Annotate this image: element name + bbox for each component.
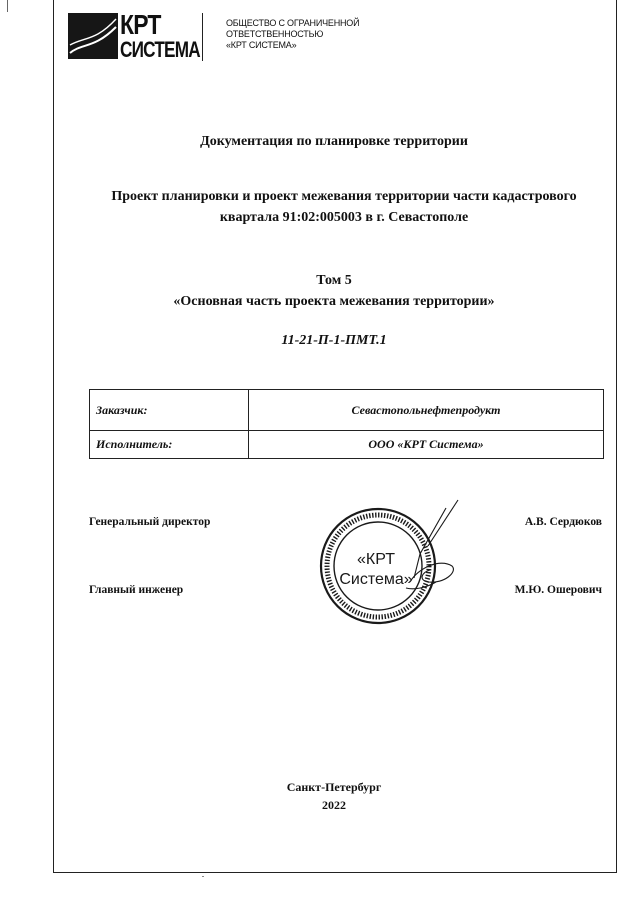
company-stamp <box>318 498 468 628</box>
table-row <box>90 390 604 431</box>
document-code: 11-21-П-1-ПМТ.1 <box>281 333 387 348</box>
stamp-line2: Система» <box>339 571 413 588</box>
project-title-line: Проект планировки и проект межевания территории части кадастрового <box>111 189 577 204</box>
company-line: ОТВЕТСТВЕННОСТЬЮ <box>226 29 324 39</box>
contractor-name: ООО «КРТ Система» <box>249 431 604 459</box>
logo-text-krt: КРТ <box>120 9 161 40</box>
engineer-title: Главный инженер <box>89 584 184 596</box>
document-type: Документация по планировке территории <box>200 134 468 149</box>
header-divider <box>202 13 203 61</box>
company-line: «КРТ СИСТЕМА» <box>226 40 297 50</box>
volume-title: «Основная часть проекта межевания территории» <box>173 294 495 309</box>
volume-block <box>53 270 615 312</box>
engineer-name: М.Ю. Ошерович <box>514 584 602 596</box>
company-name <box>226 18 359 51</box>
logo-text-sistema: СИСТЕМА <box>120 37 200 62</box>
year: 2022 <box>322 798 346 812</box>
stamp-line1: «КРТ <box>357 551 395 568</box>
company-line: ОБЩЕСТВО С ОГРАНИЧЕННОЙ <box>226 18 360 28</box>
company-logo <box>68 9 200 62</box>
city-year-block <box>53 778 615 814</box>
city: Санкт-Петербург <box>286 780 382 794</box>
director-name: А.В. Сердюков <box>524 516 602 528</box>
project-title-line: квартала 91:02:005003 в г. Севастополе <box>219 210 469 225</box>
scan-speck <box>202 876 204 877</box>
parties-table <box>89 389 604 459</box>
logo-mark-icon <box>68 13 118 59</box>
signature-icon <box>406 500 458 589</box>
table-row <box>90 431 604 459</box>
project-title <box>80 186 608 228</box>
page-corner <box>0 0 8 12</box>
director-title: Генеральный директор <box>89 516 211 528</box>
volume-number: Том 5 <box>316 273 352 288</box>
contractor-label: Исполнитель: <box>90 431 249 459</box>
customer-name: Севастопольнефтепродукт <box>249 390 604 431</box>
customer-label: Заказчик: <box>90 390 249 431</box>
